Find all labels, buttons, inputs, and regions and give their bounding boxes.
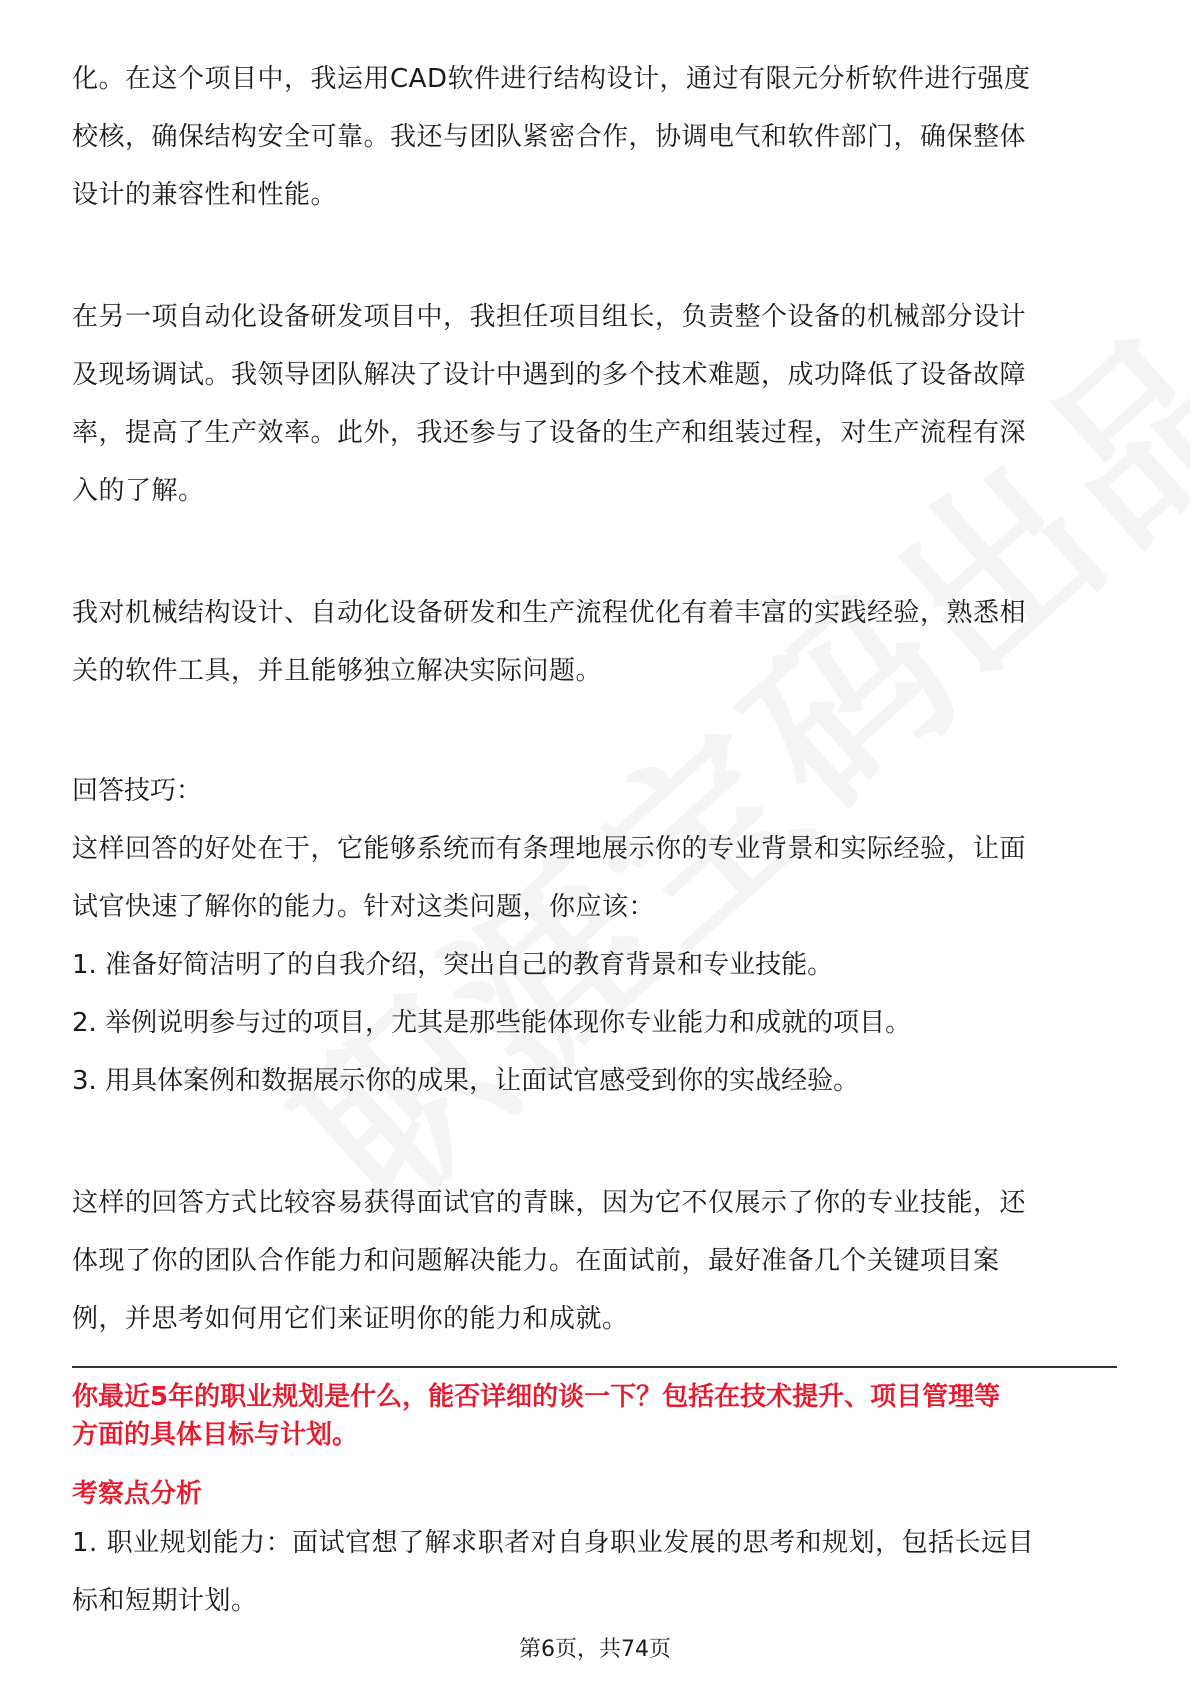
paragraph-conclusion: [72, 1174, 1117, 1348]
analysis-heading: 考察点分析: [72, 1479, 203, 1509]
text-line: 率，提高了生产效率。此外，我还参与了设备的生产和组装过程，对生产流程有深: [72, 418, 1027, 448]
text-line: 体现了你的团队合作能力和问题解决能力。在面试前，最好准备几个关键项目案: [72, 1246, 1000, 1276]
text-line: 入的了解。: [72, 476, 205, 506]
paragraph-project-2: [72, 288, 1117, 520]
document-body: [72, 50, 1117, 1630]
text-line: 校核，确保结构安全可靠。我还与团队紧密合作，协调电气和软件部门，确保整体: [72, 122, 1027, 152]
section-divider: [72, 1366, 1117, 1368]
paragraph-summary: [72, 584, 1117, 700]
text-line: 化。在这个项目中，我运用CAD软件进行结构设计，通过有限元分析软件进行强度: [72, 64, 1031, 94]
text-line: 你最近5年的职业规划是什么，能否详细的谈一下？包括在技术提升、项目管理等: [72, 1382, 1001, 1412]
text-line: 在另一项自动化设备研发项目中，我担任项目组长，负责整个设备的机械部分设计: [72, 302, 1027, 332]
page-number: 第6页，共74页: [519, 1637, 671, 1662]
tips-list-item: 2. 举例说明参与过的项目，尤其是那些能体现你专业能力和成就的项目。: [72, 1008, 912, 1038]
text-line: 设计的兼容性和性能。: [72, 180, 338, 210]
text-line: 试官快速了解你的能力。针对这类问题，你应该：: [72, 892, 656, 922]
text-line: 这样回答的好处在于，它能够系统而有条理地展示你的专业背景和实际经验，让面: [72, 834, 1027, 864]
text-line: 这样的回答方式比较容易获得面试官的青睐，因为它不仅展示了你的专业技能，还: [72, 1188, 1027, 1218]
text-line: 1. 职业规划能力：面试官想了解求职者对自身职业发展的思考和规划，包括长远目: [72, 1528, 1035, 1558]
analysis-item: [72, 1514, 1117, 1630]
tips-list-item: 1. 准备好简洁明了的自我介绍，突出自己的教育背景和专业技能。: [72, 950, 834, 980]
tips-intro: [72, 820, 1117, 936]
interview-question: [72, 1378, 1117, 1454]
text-line: 关的软件工具，并且能够独立解决实际问题。: [72, 656, 603, 686]
text-line: 方面的具体目标与计划。: [72, 1420, 359, 1450]
text-line: 例，并思考如何用它们来证明你的能力和成就。: [72, 1304, 629, 1334]
text-line: 我对机械结构设计、自动化设备研发和生产流程优化有着丰富的实践经验，熟悉相: [72, 598, 1027, 628]
text-line: 标和短期计划。: [72, 1586, 258, 1616]
text-line: 及现场调试。我领导团队解决了设计中遇到的多个技术难题，成功降低了设备故障: [72, 360, 1027, 390]
tips-list-item: 3. 用具体案例和数据展示你的成果，让面试官感受到你的实战经验。: [72, 1066, 860, 1096]
tips-label: 回答技巧：: [72, 776, 203, 806]
paragraph-project-1: [72, 50, 1117, 224]
